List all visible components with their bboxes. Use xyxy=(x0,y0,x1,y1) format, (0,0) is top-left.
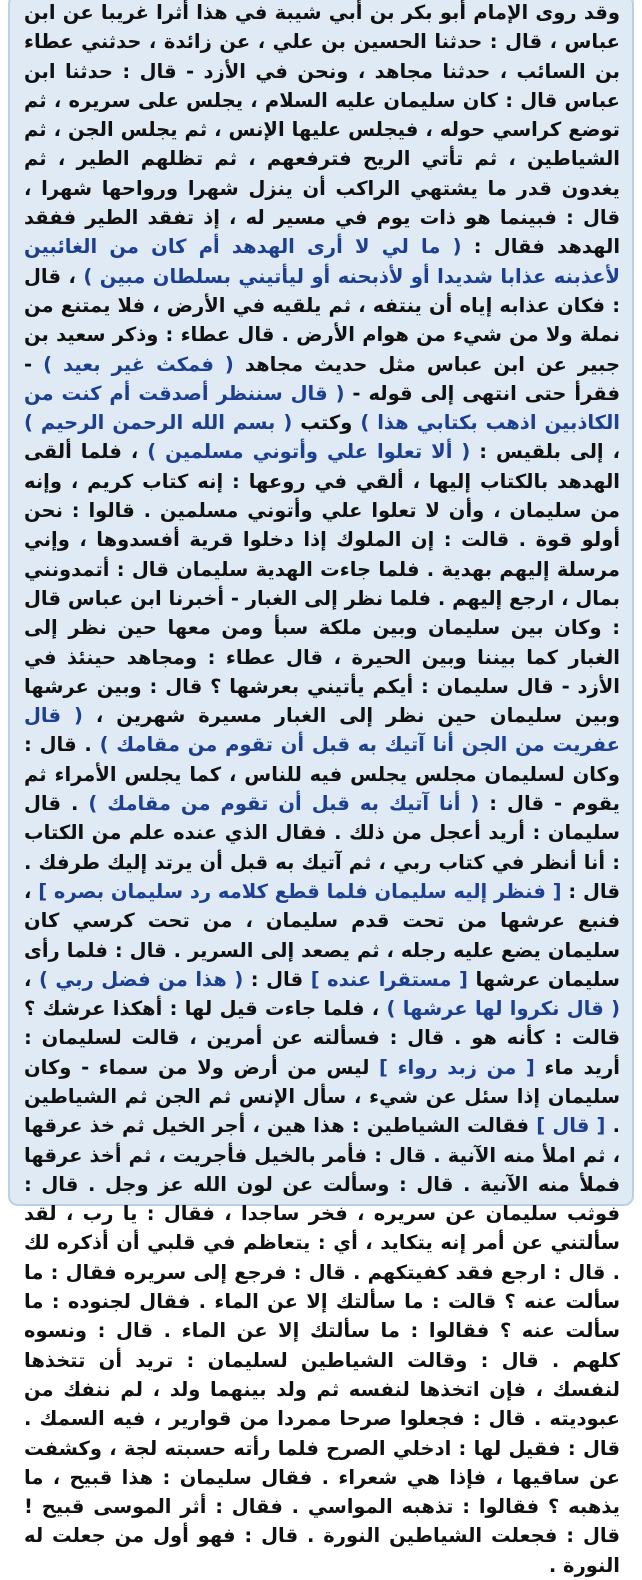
narration-text: قال : xyxy=(243,967,311,991)
quran-verse: ( قال سننظر أصدقت أم كنت من الكاذبين اذهب بكتابي هذا ) xyxy=(24,381,620,435)
narration-text: . قال : وكان لسليمان مجلس يجلس فيه للناس ، كما يجلس الأمراء ثم يقوم - قال : xyxy=(24,733,621,816)
tafsir-passage xyxy=(24,0,620,1580)
quran-verse: ( هذا من فضل ربي ) xyxy=(38,967,244,991)
quran-verse: ( فمكث غير بعيد ) xyxy=(43,352,234,376)
quran-verse: ( بسم الله الرحمن الرحيم ) xyxy=(24,411,293,435)
quran-verse: [ مستقرا عنده ] xyxy=(310,967,468,991)
narration-text: ، إلى بلقيس : xyxy=(470,440,621,464)
narration-text: . قال سليمان : أريد أعجل من ذلك . فقال الذي عنده علم من الكتاب : أنا أنظر في كتاب ربي ، ثم آتيك به قبل أن يرتد إليك طرفك . قال : xyxy=(24,792,621,903)
quran-verse: [ قال ] xyxy=(536,1114,606,1138)
narration-text: وكتب xyxy=(292,411,361,435)
quran-verse: ( أنا آتيك به قبل أن تقوم من مقامك ) xyxy=(88,792,480,816)
narration-text: ، فنبع عرشها من تحت قدم سليمان ، من تحت كرسي كان سليمان يضع عليه رجله ، ثم يصعد إلى السرير . قال : فلما رأى سليمان عرشها xyxy=(24,879,620,991)
narration-text: فقالت الشياطين : هذا هين ، أجر الخيل ثم خذ عرقها ، ثم املأ منه الآنية . قال : فأمر بالخيل فأجريت ، ثم أخذ عرقها فملأ منه الآنية . قال : وسألت عن لون الله عز وجل . قال : فوثب سليمان عن سريره ، فخر ساجدا ، فقال : يا رب ، لقد سألتني عن أمر إنه يتكايد ، أي : يتعاظم في قلبي أن أذكره لك . قال : ارجع فقد كفيتكهم . قال : فرجع إلى سريره فقال : ما سألت عنه ؟ قالت : ما سألتك إلا عن الماء . فقال لجنوده : ما سألت عنه ؟ فقالوا : ما سألتك إلا عن الماء . قال : ونسوه كلهم . قال : وقالت الشياطين لسليمان : تريد أن تتخذها لنفسك ، فإن اتخذها لنفسه ثم ولد بينهما ولد ، لم ننفك من عبوديته . قال : فجعلوا صرحا ممردا من قوارير ، فيه السمك . قال : فقيل لها : ادخلي الصرح فلما رأته حسبته لجة ، وكشفت عن ساقيها ، فإذا هي شعراء . فقال سليمان : هذا قبيح ، ما يذهبه ؟ فقالوا : تذهبه المواسي . فقال : أثر الموسى قبيح ! قال : فجعلت الشياطين النورة . قال : فهو أول من جعلت له النورة . xyxy=(24,1114,620,1577)
quran-verse: [ فنظر إليه سليمان فلما قطع كلامه رد سليمان بصره ] xyxy=(38,879,562,903)
quran-verse: ( قال عفريت من الجن أنا آتيك به قبل أن تقوم من مقامك ) xyxy=(24,704,620,757)
text-panel xyxy=(8,0,634,1577)
quran-verse: [ من زبد رواء ] xyxy=(379,1055,535,1079)
quran-verse: ( ألا تعلوا علي وأتوني مسلمين ) xyxy=(147,440,471,464)
quran-verse: ( ما لي لا أرى الهدهد أم كان من الغائبين لأعذبنه عذابا شديدا أو لأذبحنه أو ليأتيني بسلطان مبين ) xyxy=(24,235,620,288)
narration-text: ، قال : فكان عذابه إياه أن ينتفه ، ثم يلقيه في الأرض ، فلا يمتنع من نملة ولا من شيء من هوام الأرض . قال عطاء : وذكر سعيد بن جبير عن ابن عباس مثل حديث مجاهد xyxy=(24,264,620,376)
narration-text: وقد روى الإمام أبو بكر بن أبي شيبة في هذا أثرا غريبا عن ابن عباس ، قال : حدثنا الحسين بن علي ، عن زائدة ، حدثني عطاء بن السائب ، حدثنا مجاهد ، ونحن في الأزد - قال : حدثنا ابن عباس قال : كان سليمان عليه السلام ، يجلس على سريره ، ثم توضع كراسي حوله ، فيجلس عليها الإنس ، ثم يجلس الجن ، ثم الشياطين ، ثم تأتي الريح فترفعهم ، ثم تظلهم الطير ، ثم يغدون قدر ما يشتهي الراكب أن ينزل شهرا ورواحها شهرا ، قال : فبينما هو ذات يوم في مسير له ، إذ تفقد الطير ففقد الهدهد فقال : xyxy=(24,1,620,259)
quran-verse: ( قال نكروا لها عرشها ) xyxy=(386,997,621,1021)
narration-text: ، فلما ألقى الهدهد بالكتاب إليها ، ألقي في روعها : إنه كتاب كريم ، وإنه من سليمان ، وأن لا تعلوا علي وأتوني مسلمين . قالوا : نحن أولو قوة . قالت : إن الملوك إذا دخلوا قرية أفسدوها ، وإني مرسلة إليهم بهدية . فلما جاءت الهدية سليمان قال : أتمدونني بمال ، ارجع إليهم . فلما نظر إلى الغبار - أخبرنا ابن عباس قال : وكان بين سليمان وبين ملكة سبأ ومن معها حين نظر إلى الغبار كما بيننا وبين الحيرة ، قال عطاء : ومجاهد حينئذ في الأزد - قال سليمان : أيكم يأتيني بعرشها ؟ قال : وبين عرشها وبين سليمان حين نظر إلى الغبار مسيرة شهرين ، xyxy=(24,440,620,728)
narration-text: - فقرأ حتى انتهى إلى قوله - xyxy=(24,352,620,405)
narration-text: ، xyxy=(24,967,39,991)
narration-text: ، فلما جاءت قيل لها : أهكذا عرشك ؟ قالت : كأنه هو . قال : فسألته عن أمرين ، قالت لسليمان : أريد ماء xyxy=(24,997,620,1079)
narration-text: ليس من أرض ولا من سماء - وكان سليمان إذا سئل عن شيء ، سأل الإنس ثم الجن ثم الشياطين . xyxy=(24,1055,620,1138)
